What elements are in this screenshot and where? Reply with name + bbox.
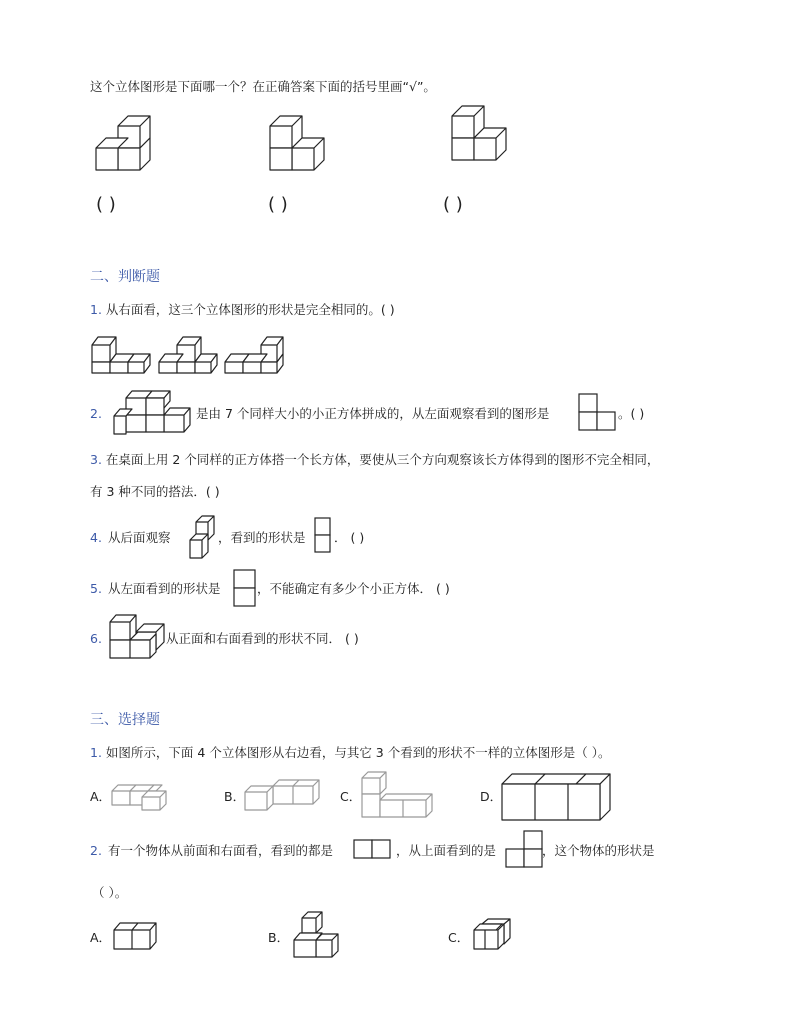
judge-4-text-b: ，看到的形状是	[218, 530, 306, 545]
judge-2-text-a: 是由 7 个同样大小的小正方体拼成的，从左面观察看到的图形是	[196, 406, 550, 421]
intro-bracket-1[interactable]: ( )	[96, 194, 116, 215]
choice-2-text-b: ，从上面看到的是	[396, 843, 497, 858]
choice-1-option-c-figure[interactable]	[360, 770, 436, 820]
choice-1-option-d-figure[interactable]	[500, 770, 612, 822]
intro-bracket-2[interactable]: ( )	[268, 194, 288, 215]
judge-3-line1	[90, 452, 659, 468]
judge-1-figure-a	[90, 333, 152, 377]
choice-2-option-b-figure[interactable]	[292, 910, 344, 960]
choice-1-option-b-figure[interactable]	[243, 778, 325, 812]
judge-6-text: 从正面和右面看到的形状不同． ( )	[166, 631, 359, 646]
choice-2-number: 2.	[90, 843, 102, 858]
judge-4-figure	[186, 514, 218, 560]
judge-1-number: 1.	[90, 302, 102, 317]
choice-1-number: 1.	[90, 745, 102, 760]
choice-1-option-b-label[interactable]: B．	[224, 789, 246, 804]
judge-6-figure	[106, 612, 168, 662]
judge-5-view-figure	[233, 569, 257, 609]
choice-2-line2: （ ）。	[92, 885, 128, 900]
choice-1-option-c-label[interactable]: C．	[340, 789, 362, 804]
choice-1-option-a-figure[interactable]	[110, 781, 172, 811]
section3-title: 三、选择题	[90, 712, 160, 728]
choice-2-text-a: 有一个物体从前面和右面看，看到的都是	[108, 843, 334, 858]
choice-2-text-c: ，这个物体的形状是	[542, 843, 655, 858]
intro-bracket-3[interactable]: ( )	[443, 194, 463, 215]
judge-4-view-figure	[314, 517, 332, 555]
judge-2-view-figure	[578, 393, 616, 431]
judge-4-number: 4.	[90, 530, 102, 545]
choice-1-option-a-label[interactable]: A．	[90, 789, 112, 804]
choice-2-top-view	[505, 830, 545, 870]
judge-1-figure-c	[223, 333, 285, 377]
choice-2-option-a-figure[interactable]	[110, 920, 162, 952]
judge-1-text: 从右面看，这三个立体图形的形状是完全相同的。( )	[105, 302, 395, 317]
choice-2-option-c-figure[interactable]	[470, 918, 514, 952]
choice-2-front-view	[353, 839, 393, 861]
judge-2-figure	[112, 388, 196, 438]
judge-2-text-b: 。( )	[618, 406, 645, 421]
intro-question: 这个立体图形是下面哪一个？在正确答案下面的括号里画“√”。	[90, 79, 436, 94]
judge-1	[90, 302, 395, 318]
intro-figure-3	[442, 102, 512, 174]
judge-1-figure-b	[157, 333, 219, 377]
judge-3-line2: 有 3 种不同的搭法．( )	[90, 484, 220, 499]
choice-1	[90, 745, 610, 761]
choice-1-option-d-label[interactable]: D．	[480, 789, 503, 804]
judge-6-number: 6.	[90, 631, 102, 646]
judge-4-text-c: ． ( )	[334, 530, 365, 545]
judge-2-number: 2.	[90, 406, 102, 421]
choice-2-option-c-label[interactable]: C．	[448, 930, 470, 945]
judge-3-text: 在桌面上用 2 个同样的正方体搭一个长方体，要使从三个方向观察该长方体得到的图形不完全相同，	[105, 452, 660, 467]
judge-5-text-b: ，不能确定有多少个小正方体． ( )	[257, 581, 450, 596]
judge-3-number: 3.	[90, 452, 102, 467]
choice-1-text: 如图所示，下面 4 个立体图形从右边看，与其它 3 个看到的形状不一样的立体图形是（ ）。	[105, 745, 611, 760]
intro-figure-2	[260, 112, 330, 182]
judge-4-text-a: 从后面观察	[108, 530, 171, 545]
section2-title: 二、判断题	[90, 269, 160, 285]
judge-5-text-a: 从左面看到的形状是	[108, 581, 221, 596]
judge-5-number: 5.	[90, 581, 102, 596]
choice-2-option-b-label[interactable]: B．	[268, 930, 290, 945]
intro-figure-1	[88, 112, 158, 182]
choice-2-option-a-label[interactable]: A．	[90, 930, 112, 945]
